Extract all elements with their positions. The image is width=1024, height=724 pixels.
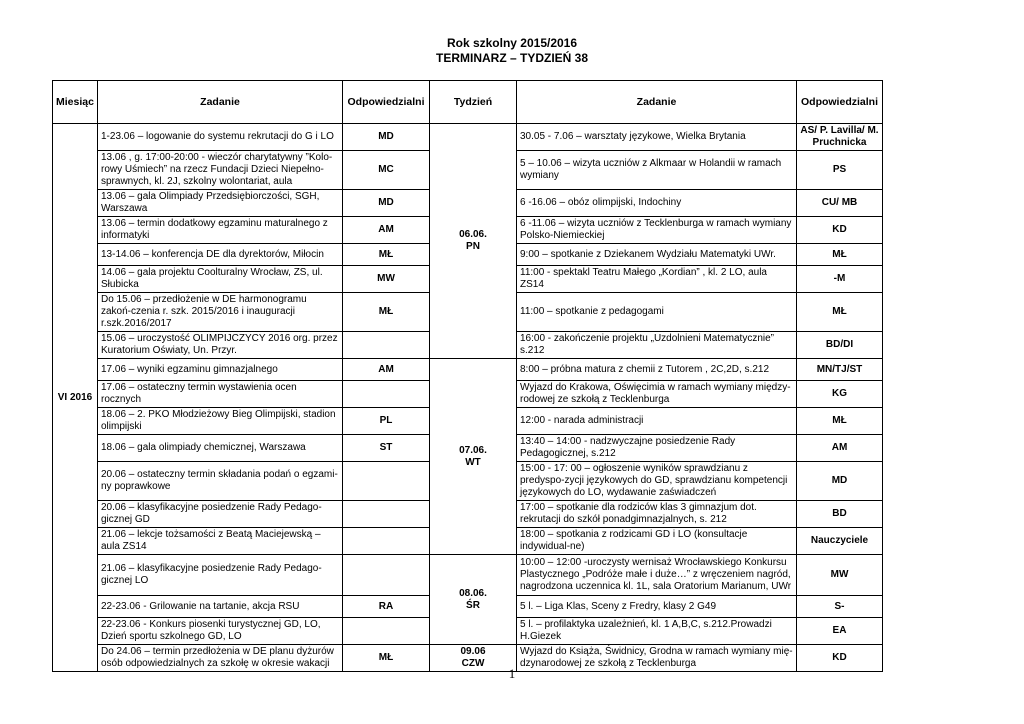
task-cell-right: 11:00 - spektakl Teatru Małego „Kordian” , kl. 2 LO, aula ZS14: [517, 266, 797, 293]
responsible-cell: ST: [343, 435, 430, 462]
task-cell: 22-23.06 - Grilowanie na tartanie, akcja RSU: [98, 596, 343, 618]
task-cell: 18.06 – gala olimpiady chemicznej, Warszawa: [98, 435, 343, 462]
responsible-cell: AM: [343, 359, 430, 381]
task-cell-right: 13:40 – 14:00 - nadzwyczajne posiedzenie Rady Pedagogicznej, s.212: [517, 435, 797, 462]
task-cell: 13.06 – gala Olimpiady Przedsiębiorczości, SGH, Warszawa: [98, 190, 343, 217]
task-cell-right: 12:00 - narada administracji: [517, 408, 797, 435]
task-cell: 17.06 – wyniki egzaminu gimnazjalnego: [98, 359, 343, 381]
responsible-cell: RA: [343, 596, 430, 618]
responsible-cell-right: MN/TJ/ST: [797, 359, 883, 381]
col-header-month: Miesiąc: [53, 81, 98, 124]
responsible-cell-right: KD: [797, 217, 883, 244]
col-header-task-right: Zadanie: [517, 81, 797, 124]
task-cell-right: 15:00 - 17: 00 – ogłoszenie wyników sprawdzianu z predyspo-zycji językowych do GD, sprawdzianu kompetencji językowych do LO, wydawanie zaświadczeń: [517, 462, 797, 501]
task-cell-right: 8:00 – próbna matura z chemii z Tutorem , 2C,2D, s.212: [517, 359, 797, 381]
day-name: WT: [465, 456, 481, 468]
responsible-cell: [343, 501, 430, 528]
task-cell: 14.06 – gala projektu Coolturalny Wrocław, ZS, ul. Słubicka: [98, 266, 343, 293]
responsible-cell: [343, 555, 430, 596]
day-name: ŚR: [466, 599, 480, 611]
task-cell: 20.06 – klasyfikacyjne posiedzenie Rady Pedago-gicznej GD: [98, 501, 343, 528]
responsible-cell: MD: [343, 124, 430, 151]
task-cell: 21.06 – klasyfikacyjne posiedzenie Rady Pedago-gicznej LO: [98, 555, 343, 596]
task-cell-right: Wyjazd do Krakowa, Oświęcimia w ramach wymiany między-rodowej ze szkołą z Tecklenburga: [517, 381, 797, 408]
responsible-cell-right: MŁ: [797, 244, 883, 266]
col-header-responsible-right: Odpowiedzialni: [797, 81, 883, 124]
responsible-cell-right: BD: [797, 501, 883, 528]
col-header-week: Tydzień: [430, 81, 517, 124]
responsible-cell-right: EA: [797, 618, 883, 645]
responsible-cell-right: MW: [797, 555, 883, 596]
responsible-cell: MC: [343, 151, 430, 190]
task-cell: 13-14.06 – konferencja DE dla dyrektorów, Miłocin: [98, 244, 343, 266]
responsible-cell-right: KG: [797, 381, 883, 408]
task-cell-right: 18:00 – spotkania z rodzicami GD i LO (konsultacje indywidual-ne): [517, 528, 797, 555]
task-cell: 1-23.06 – logowanie do systemu rekrutacji do G i LO: [98, 124, 343, 151]
table-row: [53, 124, 883, 151]
task-cell: Do 15.06 – przedłożenie w DE harmonogramu zakoń-czenia r. szk. 2015/2016 i inauguracji r.szk.2016/2017: [98, 293, 343, 332]
page-title-week: TERMINARZ – TYDZIEŃ 38: [435, 51, 588, 65]
task-cell-right: 11:00 – spotkanie z pedagogami: [517, 293, 797, 332]
responsible-cell-right: BD/DI: [797, 332, 883, 359]
responsible-cell-right: MD: [797, 462, 883, 501]
day-date: 09.06: [460, 646, 486, 657]
task-cell: 17.06 – ostateczny termin wystawienia ocen rocznych: [98, 381, 343, 408]
task-cell: 22-23.06 - Konkurs piosenki turystycznej GD, LO, Dzień sportu szkolnego GD, LO: [98, 618, 343, 645]
responsible-cell: [343, 381, 430, 408]
responsible-cell-right: S-: [797, 596, 883, 618]
task-cell: 13.06 – termin dodatkowy egzaminu maturalnego z informatyki: [98, 217, 343, 244]
responsible-cell: PL: [343, 408, 430, 435]
schedule-table: [52, 80, 883, 672]
responsible-cell: MŁ: [343, 293, 430, 332]
week-day-cell: [430, 124, 517, 359]
responsible-cell: MŁ: [343, 244, 430, 266]
task-cell-right: 16:00 - zakończenie projektu „Uzdolnieni Matematycznie” s.212: [517, 332, 797, 359]
responsible-cell: [343, 332, 430, 359]
responsible-cell: [343, 462, 430, 501]
task-cell-right: Wyjazd do Książa, Świdnicy, Grodna w ramach wymiany mię-dzynarodowej ze szkołą z Tecklenburga: [517, 645, 797, 672]
col-header-task: Zadanie: [98, 81, 343, 124]
task-cell-right: 5 – 10.06 – wizyta uczniów z Alkmaar w Holandii w ramach wymiany: [517, 151, 797, 190]
responsible-cell-right: CU/ MB: [797, 190, 883, 217]
responsible-cell-right: MŁ: [797, 293, 883, 332]
task-cell-right: 5 l. – profilaktyka uzależnień, kl. 1 A,B,C, s.212.Prowadzi H.Giezek: [517, 618, 797, 645]
responsible-cell: [343, 618, 430, 645]
task-cell-right: 9:00 – spotkanie z Dziekanem Wydziału Matematyki UWr.: [517, 244, 797, 266]
week-day-cell: [430, 359, 517, 555]
responsible-cell-right: MŁ: [797, 408, 883, 435]
page-number: 1: [508, 666, 516, 681]
day-date: 08.06.: [459, 587, 487, 599]
day-date: 06.06.: [459, 229, 487, 240]
task-cell-right: 6 -11.06 – wizyta uczniów z Tecklenburga w ramach wymiany Polsko-Niemieckiej: [517, 217, 797, 244]
task-cell: 13.06 , g. 17:00-20:00 - wieczór charytatywny ”Kolo-rowy Uśmiech” na rzecz Fundacji Dzieci Niepełno-sprawnych, kl. 2J, szkolny wolontariat, aula: [98, 151, 343, 190]
task-cell-right: 17:00 – spotkanie dla rodziców klas 3 gimnazjum dot. rekrutacji do szkół ponadgimnazjalnych, s. 212: [517, 501, 797, 528]
responsible-cell-right: -M: [797, 266, 883, 293]
task-cell: 21.06 – lekcje tożsamości z Beatą Maciejewską – aula ZS14: [98, 528, 343, 555]
responsible-cell: MW: [343, 266, 430, 293]
day-name: CZW: [461, 658, 485, 669]
table-row: [53, 359, 883, 381]
task-cell: 20.06 – ostateczny termin składania podań o egzami-ny poprawkowe: [98, 462, 343, 501]
task-cell-right: 10:00 – 12:00 -uroczysty wernisaż Wrocławskiego Konkursu Plastycznego „Podróże małe i duże…” z wręczeniem nagród, nagrodzona uczennica kl. 1L, sala Oratorium Marianum, UWr: [517, 555, 797, 596]
header-row: [53, 81, 883, 124]
task-cell: 18.06 – 2. PKO Młodzieżowy Bieg Olimpijski, stadion olimpijski: [98, 408, 343, 435]
table-row: [53, 555, 883, 596]
responsible-cell: [343, 528, 430, 555]
responsible-cell: MŁ: [343, 645, 430, 672]
col-header-responsible: Odpowiedzialni: [343, 81, 430, 124]
task-cell-right: 30.05 - 7.06 – warsztaty językowe, Wielka Brytania: [517, 124, 797, 151]
responsible-cell-right: PS: [797, 151, 883, 190]
task-cell-right: 5 l. – Liga Klas, Sceny z Fredry, klasy 2 G49: [517, 596, 797, 618]
responsible-cell: AM: [343, 217, 430, 244]
responsible-cell-right: KD: [797, 645, 883, 672]
responsible-cell: MD: [343, 190, 430, 217]
day-name: PN: [466, 241, 480, 252]
task-cell-right: 6 -16.06 – obóz olimpijski, Indochiny: [517, 190, 797, 217]
month-cell: VI 2016: [53, 124, 98, 672]
day-date: 07.06.: [459, 444, 487, 456]
task-cell: Do 24.06 – termin przedłożenia w DE planu dyżurów osób odpowiedzialnych za szkołę w okresie wakacji: [98, 645, 343, 672]
responsible-cell-right: AM: [797, 435, 883, 462]
responsible-cell-right: AS/ P. Lavilla/ M. Pruchnicka: [797, 124, 883, 151]
task-cell: 15.06 – uroczystość OLIMPIJCZYCY 2016 org. przez Kuratorium Oświaty, Un. Przyr.: [98, 332, 343, 359]
responsible-cell-right: Nauczyciele: [797, 528, 883, 555]
page-title-year: Rok szkolny 2015/2016: [446, 36, 578, 50]
week-day-cell: [430, 555, 517, 645]
